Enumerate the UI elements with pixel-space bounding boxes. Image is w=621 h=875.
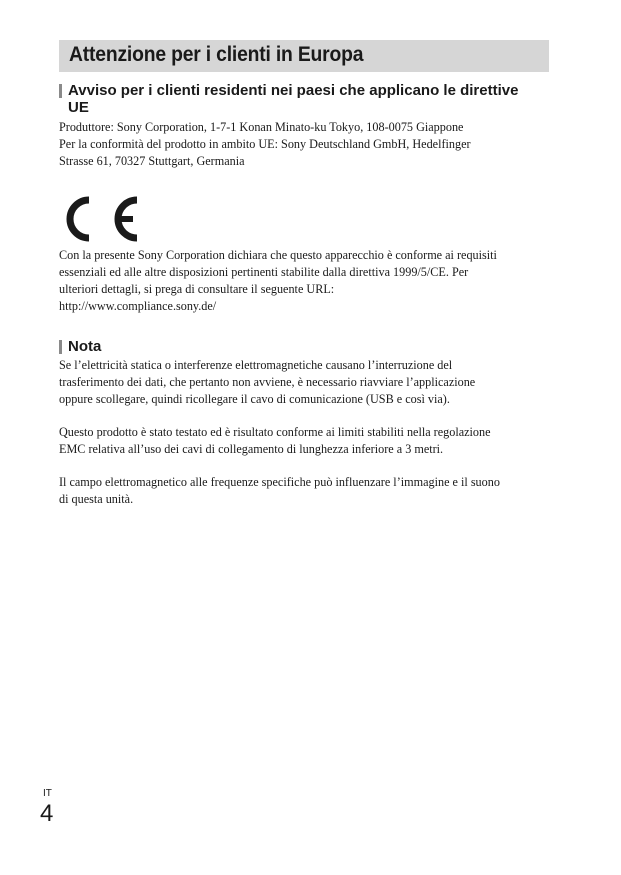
note-line: trasferimento dei dati, che pertanto non avviene, è necessario riavviare l’applicazione bbox=[59, 375, 476, 389]
declaration-line: essenziali ed alle altre disposizioni pertinenti stabilite dalla direttiva 1999/5/CE. Per bbox=[59, 265, 469, 279]
note-line: Se l’elettricità statica o interferenze elettromagnetiche causano l’interruzione del bbox=[59, 358, 453, 372]
declaration-text bbox=[59, 247, 559, 315]
language-code: IT bbox=[43, 788, 52, 799]
eu-notice-heading-line-2: UE bbox=[68, 99, 89, 116]
eu-notice-heading-line-1: Avviso per i clienti residenti nei paesi che applicano le direttive bbox=[68, 82, 519, 99]
page-number: 4 bbox=[40, 800, 54, 827]
eu-notice-heading bbox=[59, 82, 549, 116]
section-title-bar bbox=[59, 40, 549, 72]
note-line: Questo prodotto è stato testato ed è risultato conforme ai limiti stabiliti nella regolazione bbox=[59, 425, 491, 439]
heading-marker bbox=[59, 340, 62, 354]
ce-mark-icon bbox=[63, 193, 143, 245]
note-line: Il campo elettromagnetico alle frequenze specifiche può influenzare l’immagine e il suono bbox=[59, 475, 500, 489]
note-heading-text: Nota bbox=[68, 338, 102, 355]
note-paragraph-2 bbox=[59, 424, 559, 458]
manufacturer-line: Per la conformità del prodotto in ambito UE: Sony Deutschland GmbH, Hedelfinger bbox=[59, 137, 471, 151]
note-heading bbox=[59, 338, 259, 355]
section-title: Attenzione per i clienti in Europa bbox=[69, 43, 364, 66]
note-line: oppure scollegare, quindi ricollegare il cavo di comunicazione (USB e così via). bbox=[59, 392, 450, 406]
manufacturer-line: Produttore: Sony Corporation, 1-7-1 Konan Minato-ku Tokyo, 108-0075 Giappone bbox=[59, 120, 464, 134]
manufacturer-line: Strasse 61, 70327 Stuttgart, Germania bbox=[59, 154, 245, 168]
note-line: EMC relativa all’uso dei cavi di collegamento di lunghezza inferiore a 3 metri. bbox=[59, 442, 444, 456]
declaration-line: Con la presente Sony Corporation dichiara che questo apparecchio è conforme ai requisiti bbox=[59, 248, 497, 262]
heading-marker bbox=[59, 84, 62, 98]
compliance-url: http://www.compliance.sony.de/ bbox=[59, 299, 217, 313]
declaration-line: ulteriori dettagli, si prega di consultare il seguente URL: bbox=[59, 282, 335, 296]
note-line: di questa unità. bbox=[59, 492, 134, 506]
note-paragraph-3 bbox=[59, 474, 559, 508]
manufacturer-info bbox=[59, 119, 559, 170]
note-paragraph-1 bbox=[59, 357, 559, 408]
